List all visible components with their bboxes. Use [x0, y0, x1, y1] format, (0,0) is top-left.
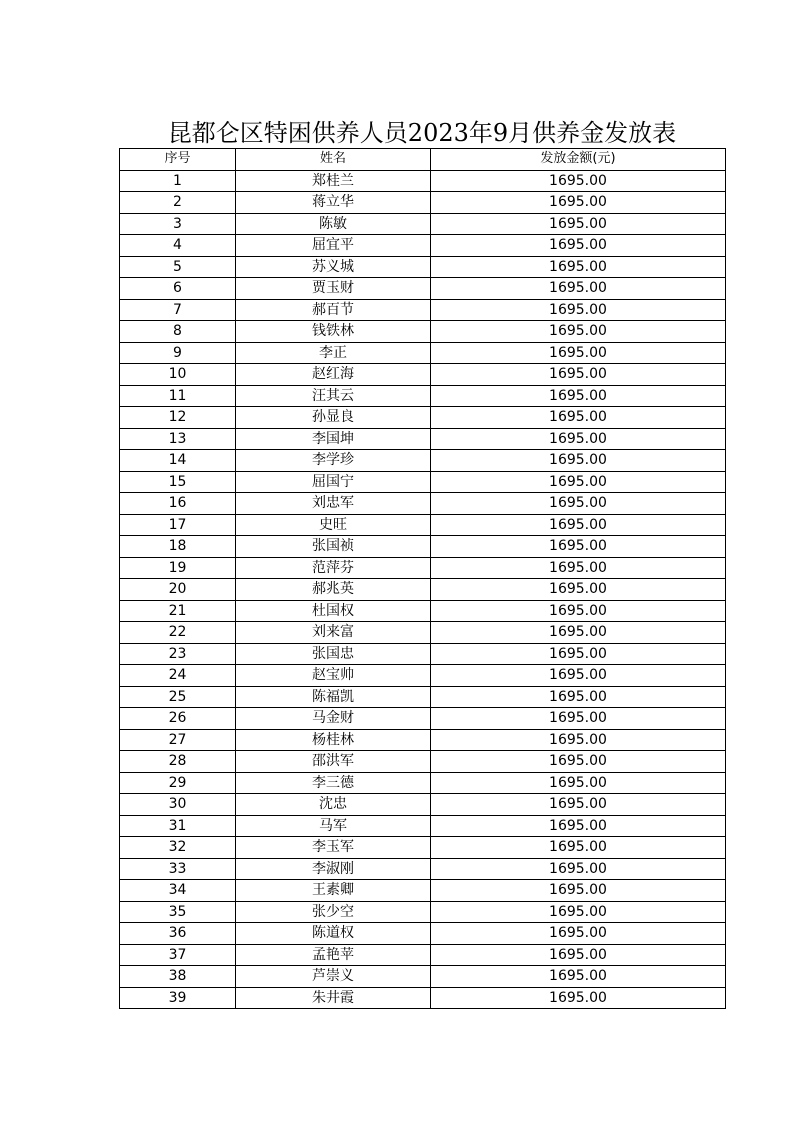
person-name-cell: 马军: [236, 815, 431, 837]
row-index-cell: 38: [120, 966, 236, 988]
person-name-cell: 陈敏: [236, 213, 431, 235]
row-index-cell: 18: [120, 536, 236, 558]
amount-cell: 1695.00: [431, 901, 726, 923]
row-index-cell: 13: [120, 428, 236, 450]
table-row: [120, 600, 726, 622]
table-row: [120, 342, 726, 364]
amount-cell: 1695.00: [431, 923, 726, 945]
person-name-cell: 马金财: [236, 708, 431, 730]
table-row: [120, 579, 726, 601]
person-name-cell: 李三德: [236, 772, 431, 794]
amount-cell: 1695.00: [431, 493, 726, 515]
row-index-cell: 4: [120, 235, 236, 257]
row-index-cell: 21: [120, 600, 236, 622]
person-name-cell: 郑桂兰: [236, 170, 431, 192]
amount-cell: 1695.00: [431, 579, 726, 601]
table-row: [120, 794, 726, 816]
table-row: [120, 471, 726, 493]
person-name-cell: 陈福凯: [236, 686, 431, 708]
row-index-cell: 24: [120, 665, 236, 687]
row-index-cell: 26: [120, 708, 236, 730]
row-index-cell: 3: [120, 213, 236, 235]
table-row: [120, 213, 726, 235]
amount-cell: 1695.00: [431, 815, 726, 837]
person-name-cell: 李国坤: [236, 428, 431, 450]
person-name-cell: 邵洪军: [236, 751, 431, 773]
person-name-cell: 王素卿: [236, 880, 431, 902]
person-name-cell: 赵宝帅: [236, 665, 431, 687]
person-name-cell: 郝百节: [236, 299, 431, 321]
row-index-cell: 14: [120, 450, 236, 472]
person-name-cell: 孙显良: [236, 407, 431, 429]
table-row: [120, 364, 726, 386]
row-index-cell: 15: [120, 471, 236, 493]
amount-cell: 1695.00: [431, 880, 726, 902]
table-row: [120, 751, 726, 773]
amount-cell: 1695.00: [431, 213, 726, 235]
row-index-cell: 25: [120, 686, 236, 708]
document-title: 昆都仑区特困供养人员2023年9月供养金发放表: [167, 119, 677, 147]
row-index-cell: 8: [120, 321, 236, 343]
person-name-cell: 李淑刚: [236, 858, 431, 880]
amount-cell: 1695.00: [431, 192, 726, 214]
amount-cell: 1695.00: [431, 686, 726, 708]
row-index-cell: 19: [120, 557, 236, 579]
row-index-cell: 34: [120, 880, 236, 902]
column-header-amount: 发放金额(元): [431, 149, 726, 171]
person-name-cell: 刘忠军: [236, 493, 431, 515]
amount-cell: 1695.00: [431, 256, 726, 278]
person-name-cell: 孟艳苹: [236, 944, 431, 966]
amount-cell: 1695.00: [431, 450, 726, 472]
amount-cell: 1695.00: [431, 170, 726, 192]
amount-cell: 1695.00: [431, 944, 726, 966]
table-row: [120, 665, 726, 687]
row-index-cell: 32: [120, 837, 236, 859]
row-index-cell: 2: [120, 192, 236, 214]
row-index-cell: 39: [120, 987, 236, 1009]
table-row: [120, 407, 726, 429]
amount-cell: 1695.00: [431, 858, 726, 880]
person-name-cell: 范萍芬: [236, 557, 431, 579]
table-row: [120, 299, 726, 321]
row-index-cell: 9: [120, 342, 236, 364]
amount-cell: 1695.00: [431, 299, 726, 321]
row-index-cell: 17: [120, 514, 236, 536]
column-header-name: 姓名: [236, 149, 431, 171]
person-name-cell: 陈道权: [236, 923, 431, 945]
person-name-cell: 张国祯: [236, 536, 431, 558]
table-row: [120, 557, 726, 579]
row-index-cell: 22: [120, 622, 236, 644]
amount-cell: 1695.00: [431, 557, 726, 579]
row-index-cell: 16: [120, 493, 236, 515]
table-row: [120, 278, 726, 300]
person-name-cell: 赵红海: [236, 364, 431, 386]
person-name-cell: 杨桂林: [236, 729, 431, 751]
table-row: [120, 708, 726, 730]
row-index-cell: 35: [120, 901, 236, 923]
amount-cell: 1695.00: [431, 622, 726, 644]
amount-cell: 1695.00: [431, 342, 726, 364]
table-row: [120, 686, 726, 708]
table-row: [120, 321, 726, 343]
amount-cell: 1695.00: [431, 278, 726, 300]
amount-cell: 1695.00: [431, 514, 726, 536]
row-index-cell: 11: [120, 385, 236, 407]
row-index-cell: 12: [120, 407, 236, 429]
person-name-cell: 杜国权: [236, 600, 431, 622]
table-row: [120, 643, 726, 665]
table-row: [120, 192, 726, 214]
amount-cell: 1695.00: [431, 407, 726, 429]
table-row: [120, 514, 726, 536]
row-index-cell: 36: [120, 923, 236, 945]
amount-cell: 1695.00: [431, 235, 726, 257]
table-row: [120, 235, 726, 257]
person-name-cell: 屈国宁: [236, 471, 431, 493]
row-index-cell: 23: [120, 643, 236, 665]
table-header-row: [120, 149, 726, 171]
payment-table: [119, 148, 726, 1009]
person-name-cell: 芦崇义: [236, 966, 431, 988]
person-name-cell: 张国忠: [236, 643, 431, 665]
table-row: [120, 256, 726, 278]
person-name-cell: 沈忠: [236, 794, 431, 816]
person-name-cell: 钱铁林: [236, 321, 431, 343]
table-row: [120, 729, 726, 751]
person-name-cell: 汪其云: [236, 385, 431, 407]
amount-cell: 1695.00: [431, 385, 726, 407]
row-index-cell: 5: [120, 256, 236, 278]
amount-cell: 1695.00: [431, 321, 726, 343]
amount-cell: 1695.00: [431, 428, 726, 450]
table-row: [120, 966, 726, 988]
table-row: [120, 901, 726, 923]
table-row: [120, 493, 726, 515]
row-index-cell: 20: [120, 579, 236, 601]
row-index-cell: 10: [120, 364, 236, 386]
person-name-cell: 史旺: [236, 514, 431, 536]
table-row: [120, 385, 726, 407]
column-header-index: 序号: [120, 149, 236, 171]
amount-cell: 1695.00: [431, 600, 726, 622]
amount-cell: 1695.00: [431, 471, 726, 493]
amount-cell: 1695.00: [431, 837, 726, 859]
person-name-cell: 屈宜平: [236, 235, 431, 257]
row-index-cell: 37: [120, 944, 236, 966]
row-index-cell: 31: [120, 815, 236, 837]
table-row: [120, 536, 726, 558]
table-body: [120, 170, 726, 1009]
person-name-cell: 刘来富: [236, 622, 431, 644]
row-index-cell: 1: [120, 170, 236, 192]
row-index-cell: 29: [120, 772, 236, 794]
person-name-cell: 郝兆英: [236, 579, 431, 601]
person-name-cell: 张少空: [236, 901, 431, 923]
amount-cell: 1695.00: [431, 729, 726, 751]
row-index-cell: 33: [120, 858, 236, 880]
amount-cell: 1695.00: [431, 772, 726, 794]
table-row: [120, 880, 726, 902]
amount-cell: 1695.00: [431, 987, 726, 1009]
person-name-cell: 蒋立华: [236, 192, 431, 214]
table-row: [120, 858, 726, 880]
row-index-cell: 6: [120, 278, 236, 300]
amount-cell: 1695.00: [431, 708, 726, 730]
table-row: [120, 987, 726, 1009]
table-row: [120, 622, 726, 644]
table-row: [120, 450, 726, 472]
table-row: [120, 944, 726, 966]
amount-cell: 1695.00: [431, 364, 726, 386]
person-name-cell: 李学珍: [236, 450, 431, 472]
row-index-cell: 27: [120, 729, 236, 751]
person-name-cell: 苏义城: [236, 256, 431, 278]
person-name-cell: 李正: [236, 342, 431, 364]
table-row: [120, 923, 726, 945]
row-index-cell: 30: [120, 794, 236, 816]
amount-cell: 1695.00: [431, 751, 726, 773]
person-name-cell: 李玉军: [236, 837, 431, 859]
amount-cell: 1695.00: [431, 665, 726, 687]
row-index-cell: 7: [120, 299, 236, 321]
amount-cell: 1695.00: [431, 794, 726, 816]
table-row: [120, 837, 726, 859]
amount-cell: 1695.00: [431, 966, 726, 988]
table-row: [120, 772, 726, 794]
amount-cell: 1695.00: [431, 643, 726, 665]
amount-cell: 1695.00: [431, 536, 726, 558]
table-row: [120, 428, 726, 450]
table-row: [120, 815, 726, 837]
person-name-cell: 朱井霞: [236, 987, 431, 1009]
row-index-cell: 28: [120, 751, 236, 773]
table-row: [120, 170, 726, 192]
person-name-cell: 贾玉财: [236, 278, 431, 300]
